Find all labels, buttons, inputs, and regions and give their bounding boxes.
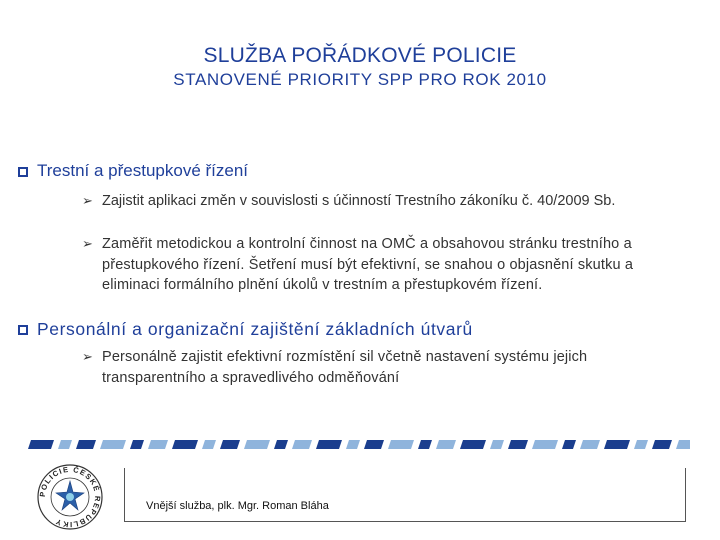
bullet-item	[82, 234, 682, 296]
stripe-segment	[202, 440, 216, 449]
decorative-stripe	[28, 440, 690, 449]
footer-author: Vnější služba, plk. Mgr. Roman Bláha	[146, 500, 329, 512]
arrow-bullet-icon: ➢	[82, 193, 93, 208]
stripe-segment	[388, 440, 414, 449]
bullet-item	[82, 347, 682, 388]
stripe-segment	[580, 440, 600, 449]
section-heading-personnel	[18, 319, 473, 340]
stripe-segment	[652, 440, 672, 449]
stripe-segment	[316, 440, 342, 449]
police-logo	[36, 463, 104, 531]
square-bullet-icon	[18, 167, 28, 177]
square-bullet-icon	[18, 325, 28, 335]
stripe-segment	[346, 440, 360, 449]
arrow-bullet-icon: ➢	[82, 236, 94, 251]
bullet-text: Zaměřit metodickou a kontrolní činnost na OMČ a obsahovou stránku trestního a přestupkového řízení. Šetření musí být efektivní, se snahou o objasnění skutku a eliminaci formálního plnění úkolů v trestním a přestupkovém řízení.	[102, 236, 634, 293]
logo-lettering: POLICIE ČESKÉ REPUBLIKY	[37, 464, 103, 530]
footer-divider-left	[124, 468, 125, 522]
stripe-segment	[436, 440, 456, 449]
stripe-segment	[418, 440, 432, 449]
stripe-segment	[244, 440, 270, 449]
stripe-segment	[676, 440, 690, 449]
stripe-segment	[76, 440, 96, 449]
stripe-segment	[508, 440, 528, 449]
stripe-segment	[562, 440, 576, 449]
stripe-segment	[604, 440, 630, 449]
stripe-segment	[130, 440, 144, 449]
stripe-segment	[364, 440, 384, 449]
stripe-segment	[634, 440, 648, 449]
bullet-text: Personálně zajistit efektivní rozmístění sil včetně nastavení systému jejich transparentního a spravedlivého odměňování	[102, 349, 588, 386]
stripe-segment	[220, 440, 240, 449]
slide-subtitle: STANOVENÉ PRIORITY SPP PRO ROK 2010	[173, 70, 547, 89]
footer-divider-right	[685, 468, 686, 522]
footer-divider-bottom	[124, 521, 686, 522]
stripe-segment	[58, 440, 72, 449]
slide-title: SLUŽBA POŘÁDKOVÉ POLICIE	[203, 44, 517, 67]
stripe-segment	[532, 440, 558, 449]
section-heading-criminal-proceedings	[18, 161, 248, 181]
arrow-bullet-icon: ➢	[82, 349, 94, 364]
bullet-item	[82, 191, 682, 212]
stripe-segment	[100, 440, 126, 449]
bullet-text: Zajistit aplikaci změn v souvislosti s účinností Trestního zákoníku č. 40/2009 Sb.	[102, 193, 616, 209]
stripe-segment	[28, 440, 54, 449]
stripe-segment	[172, 440, 198, 449]
stripe-segment	[274, 440, 288, 449]
stripe-segment	[490, 440, 504, 449]
section-heading-text: Trestní a přestupkové řízení	[37, 161, 249, 180]
stripe-segment	[460, 440, 486, 449]
stripe-segment	[292, 440, 312, 449]
section-heading-text: Personální a organizační zajištění základních útvarů	[37, 319, 473, 339]
stripe-segment	[148, 440, 168, 449]
